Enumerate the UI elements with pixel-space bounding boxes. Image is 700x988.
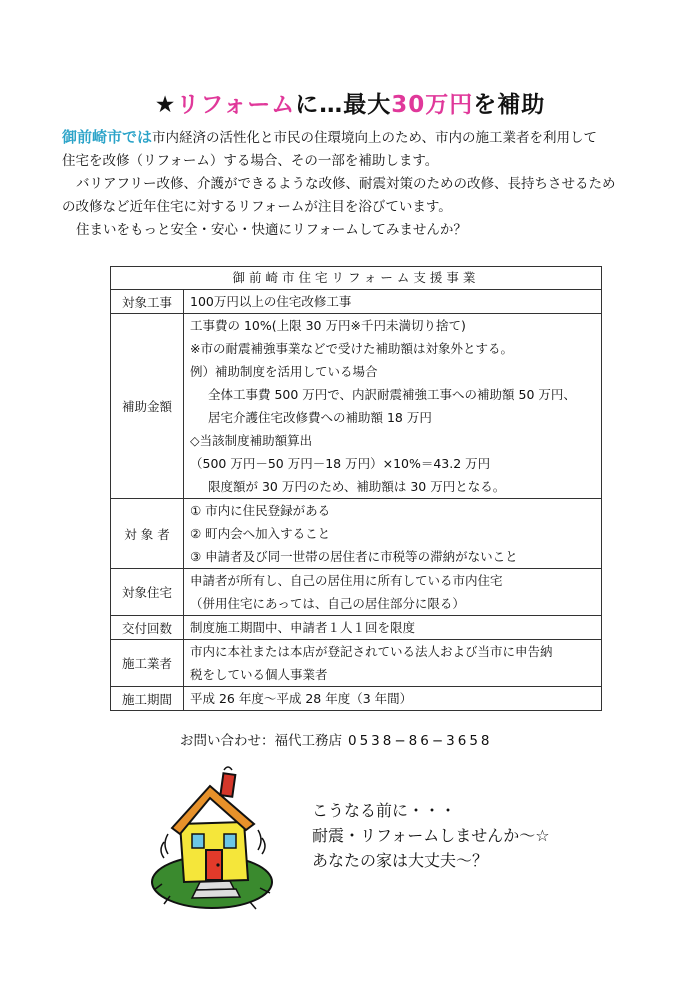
row-text: ※市の耐震補強事業などで受けた補助額は対象外とする。 (190, 341, 513, 356)
row-label: 施工業者 (111, 640, 184, 687)
table-row (111, 499, 602, 569)
title-part-subsidy: を補助 (473, 92, 546, 118)
intro-line2: 住宅を改修（リフォーム）する場合、その一部を補助します。 (62, 153, 439, 169)
intro-line1: 市内経済の活性化と市民の住環境向上のため、市内の施工業者を利用して (152, 130, 597, 146)
row-text: 例）補助制度を活用している場合 (190, 364, 378, 379)
row-text: 限度額が 30 万円のため、補助額は 30 万円となる。 (208, 479, 506, 494)
closing-message (312, 798, 550, 873)
table-row (111, 290, 602, 314)
row-label: 対象工事 (111, 290, 184, 314)
row-text: 平成 26 年度～平成 28 年度（3 年間） (190, 691, 413, 706)
contact-info (180, 729, 493, 749)
row-text: 市内に本社または本店が登記されている法人および当市に申告納 (190, 644, 553, 659)
title-part-reform: リフォーム (176, 92, 296, 118)
row-label: 対 象 者 (111, 499, 184, 569)
row-text: ◇当該制度補助額算出 (190, 433, 313, 448)
table-row (111, 640, 602, 687)
intro-line3: バリアフリー改修、介護ができるような改修、耐震対策のための改修、長持ちさせるため (76, 176, 616, 192)
row-text: 申請者が所有し、自己の居住用に所有している市内住宅 (190, 573, 503, 588)
row-text: 全体工事費 500 万円で、内訳耐震補強工事への補助額 50 万円、 (208, 387, 576, 402)
table-row (111, 569, 602, 616)
table-row (111, 687, 602, 711)
table-row (111, 314, 602, 499)
intro-line4: の改修など近年住宅に対するリフォームが注目を浴びています。 (62, 199, 452, 215)
row-text: ③ 申請者及び同一世帯の居住者に市税等の滞納がないこと (190, 549, 518, 564)
row-label: 対象住宅 (111, 569, 184, 616)
title-part-amount: 30万円 (391, 92, 474, 118)
shaking-house-illustration (150, 764, 280, 914)
intro-paragraph (62, 126, 662, 242)
page-title (0, 86, 700, 119)
title-part-max: に…最大 (295, 92, 392, 118)
row-text: 制度施工期間中、申請者１人１回を限度 (190, 620, 416, 635)
closing-line2: 耐震・リフォームしませんか～☆ (312, 826, 550, 845)
row-text: 工事費の 10%(上限 30 万円※千円未満切り捨て) (190, 318, 466, 333)
row-label: 施工期間 (111, 687, 184, 711)
row-text: 居宅介護住宅改修費への補助額 18 万円 (208, 410, 432, 425)
row-text: 税をしている個人事業者 (190, 667, 328, 682)
row-text: ① 市内に住民登録がある (190, 503, 331, 518)
contact-phone: 0538−86−3658 (348, 733, 493, 749)
table-row (111, 616, 602, 640)
row-text: （500 万円－50 万円－18 万円）×10%＝43.2 万円 (190, 456, 491, 471)
program-table (110, 266, 602, 711)
closing-line1: こうなる前に・・・ (312, 801, 457, 820)
star-icon: ★ (154, 92, 177, 118)
intro-line5: 住まいをもっと安全・安心・快適にリフォームしてみませんか？ (76, 222, 467, 238)
row-text: （併用住宅にあっては、自己の居住部分に限る） (190, 596, 465, 611)
contact-label: お問い合わせ：福代工務店 (180, 733, 342, 749)
row-label: 補助金額 (111, 314, 184, 499)
row-text: ② 町内会へ加入すること (190, 526, 331, 541)
table-heading: 御前崎市住宅リフォーム支援事業 (111, 267, 602, 290)
closing-line3: あなたの家は大丈夫～？ (312, 851, 489, 870)
row-text: 100万円以上の住宅改修工事 (190, 294, 352, 309)
intro-city: 御前崎市では (62, 128, 153, 146)
row-label: 交付回数 (111, 616, 184, 640)
